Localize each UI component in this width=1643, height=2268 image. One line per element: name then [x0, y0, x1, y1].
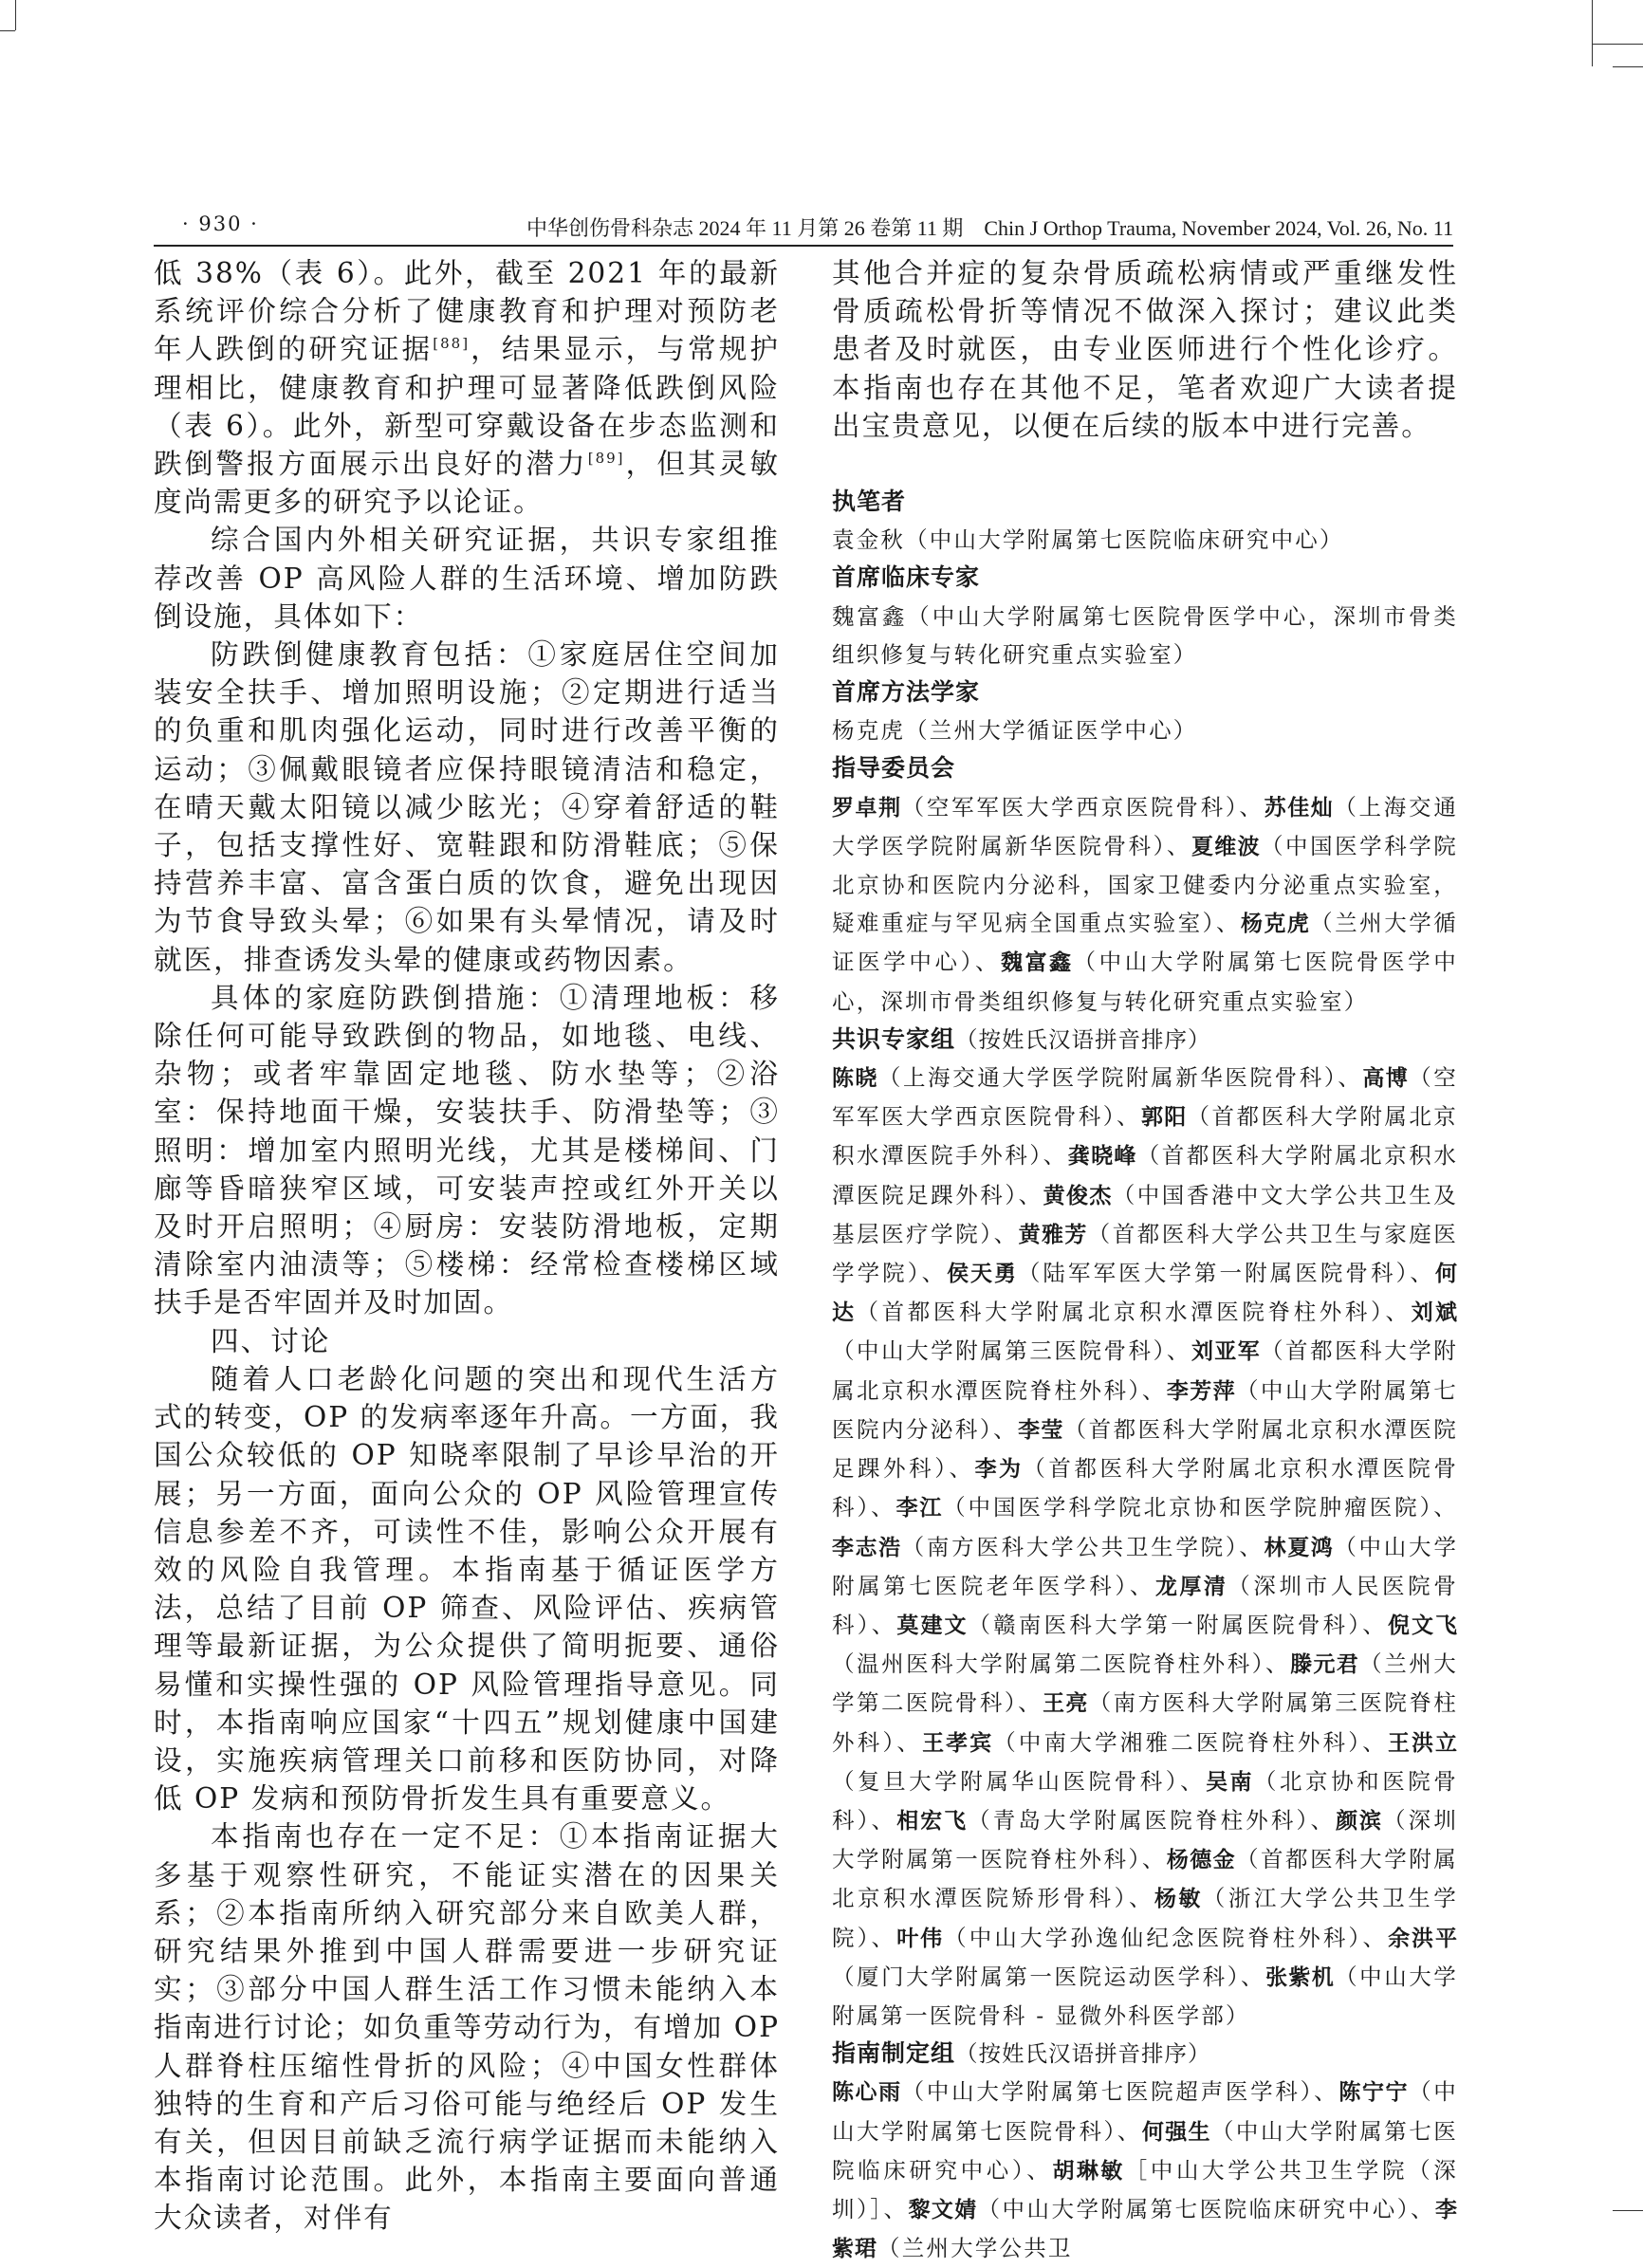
member-name: 杨克虎: [1241, 912, 1311, 937]
paragraph: 综合国内外相关研究证据，共识专家组推荐改善 OP 高风险人群的生活环境、增加防跌倒设施，具体如下：: [154, 524, 780, 633]
member-affiliation: （首都医科大学附属北京积水潭医院足踝外科）、: [832, 1142, 1459, 1208]
member-name: 黄俊杰: [1043, 1183, 1113, 1208]
member-name: 张紫机: [1265, 1964, 1336, 1990]
member-affiliation: （上海交通大学医学院附属新华医院骨科）、: [832, 793, 1459, 859]
label-note: （按姓氏汉语拼音排序）: [955, 1025, 1211, 1053]
member-affiliation: （空军军医大学西京医院骨科）、: [832, 1064, 1459, 1131]
member-name: 何强生: [1141, 2119, 1211, 2145]
member-name: 刘亚军: [1191, 1339, 1261, 1365]
member-name: 侯天勇: [947, 1262, 1018, 1287]
member-name: 莫建文: [896, 1613, 969, 1638]
member-affiliation: （中山大学附属第七医院临床研究中心）、: [832, 2117, 1459, 2184]
member-affiliation: （陆军军医大学第一附属医院骨科）、: [1017, 1260, 1436, 1287]
member-affiliation: （兰州大学公共卫: [877, 2235, 1073, 2262]
section-heading: 四、讨论: [211, 1324, 331, 1357]
chief-clinical: 魏富鑫（中山大学附属第七医院骨医学中心，深圳市骨类组织修复与转化研究重点实验室）: [832, 602, 1458, 668]
consensus-label: [832, 1021, 1458, 1059]
paragraph: 本指南也存在一定不足：①本指南证据大多基于观察性研究，不能证实潜在的因果关系；②本指南所纳入研究部分来自欧美人群，研究结果外推到中国人群需要进一步研究证实；③部分中国人群生活工作习惯未能纳入本指南进行讨论；如负重等劳动行为，有增加 OP 人群脊柱压缩性骨折的风险；④中国女性群体独特的生育和产后习俗可能与绝经后 OP 发生有关，但因目前缺乏流行病学证据而未能纳入本指南讨论范围。此外，本指南主要面向普通大众读者，对伴有: [154, 1820, 780, 2235]
member-affiliation: （兰州大学第二医院骨科）、: [832, 1650, 1458, 1717]
member-name: 林夏鸿: [1264, 1535, 1335, 1560]
member-affiliation: （中山大学附属第三医院骨科）、: [832, 1337, 1191, 1365]
member-affiliation: （中山大学附属第一医院骨科 - 显微外科医学部）: [832, 1963, 1459, 2029]
text: ，结果显示，与常规护理相比，健康教育和护理可显著降低跌倒风险（表 6）。此外，新型可穿戴设备在步态监测和跌倒警报方面展示出良好的潜力: [154, 333, 781, 481]
member-name: 李志浩: [832, 1535, 902, 1560]
member-affiliation: （上海交通大学医学院附属新华医院骨科）、: [877, 1064, 1363, 1092]
member-affiliation: （深圳市人民医院骨科）、: [832, 1572, 1458, 1638]
chief-method-label: 首席方法学家: [832, 678, 981, 707]
member-name: 王亮: [1043, 1691, 1089, 1717]
text: ，但其灵敏度尚需更多的研究予以论证。: [154, 448, 781, 519]
member-affiliation: （温州医科大学附属第二医院脊柱外科）、: [832, 1650, 1291, 1678]
member-name: 刘斌: [1411, 1300, 1459, 1326]
member-affiliation: （中山大学孙逸仙纪念医院脊柱外科）、: [944, 1924, 1389, 1951]
member-name: 陈晓: [832, 1066, 878, 1092]
label-text: 指南制定组: [832, 2039, 956, 2068]
member-name: 何达: [832, 1262, 1459, 1326]
member-affiliation: （青岛大学附属医院脊柱外科）、: [968, 1806, 1337, 1834]
member-affiliation: （中山大学附属第七医院骨科）、: [832, 2078, 1459, 2145]
member-name: 黄雅芳: [1018, 1222, 1088, 1247]
member-affiliation: （首都医科大学附属北京积水潭医院足踝外科）、: [832, 1415, 1459, 1483]
guideline-label: [832, 2035, 1458, 2073]
member-name: 滕元君: [1290, 1652, 1360, 1678]
committee-label: 指导委员会: [832, 754, 956, 783]
member-name: 罗卓荆: [832, 795, 902, 821]
member-name: 郭阳: [1140, 1105, 1188, 1131]
member-affiliation: （中国医学科学院北京协和医院内分泌科，国家卫健委内分泌重点实验室，疑难重症与罕见病全国重点实验室）、: [832, 832, 1459, 937]
text: 低 38%（表 6）。此外，截至 2021 年的最新系统评价综合分析了健康教育和护理对预防老年人跌倒的研究证据: [154, 257, 780, 366]
member-name: 龚晓峰: [1067, 1144, 1137, 1170]
member-affiliation: （首都医科大学附属北京积水潭医院脊柱外科）、: [856, 1299, 1412, 1326]
member-affiliation: （厦门大学附属第一医院运动医学科）、: [832, 1963, 1266, 1990]
member-affiliation: （中山大学附属第七医院老年医学科）、: [832, 1533, 1459, 1599]
member-affiliation: （中山大学附属第七医院超声医学科）、: [901, 2078, 1339, 2106]
page-number: · 930 ·: [182, 212, 259, 235]
member-affiliation: （中山大学附属第七医院骨医学中心，深圳市骨类组织修复与转化研究重点实验室）: [832, 949, 1459, 1015]
member-affiliation: （首都医科大学公共卫生与家庭医学学院）、: [832, 1220, 1459, 1287]
writer: 袁金秋（中山大学附属第七医院临床研究中心）: [832, 526, 1344, 554]
citation-ref[interactable]: [88]: [433, 335, 471, 353]
consensus-list: [832, 1059, 1458, 2035]
crop-mark: [15, 0, 16, 30]
crop-mark: [1613, 66, 1643, 67]
member-affiliation: （中国医学科学院北京协和医学院肿瘤医院）、: [943, 1494, 1458, 1521]
member-name: 杨德金: [1166, 1848, 1236, 1873]
member-name: 叶伟: [896, 1926, 945, 1951]
member-name: 相宏飞: [896, 1808, 969, 1834]
member-name: 陈宁宁: [1338, 2080, 1410, 2106]
member-name: 魏富鑫: [1001, 950, 1074, 976]
chief-method: 杨克虎（兰州大学循证医学中心）: [832, 717, 1198, 745]
member-name: 胡琳敏: [1052, 2158, 1125, 2184]
right-column: [832, 254, 1458, 2268]
member-affiliation: （赣南医科大学第一附属医院骨科）、: [968, 1611, 1388, 1638]
member-name: 李紫珺: [832, 2197, 1458, 2262]
member-affiliation: （南方医科大学公共卫生学院）、: [901, 1533, 1265, 1560]
member-name: 王洪立: [1387, 1730, 1459, 1756]
member-affiliation: （中山大学附属第七医院临床研究中心）、: [977, 2195, 1435, 2222]
member-name: 倪文飞: [1387, 1613, 1459, 1638]
member-name: 李莹: [1018, 1417, 1064, 1443]
crop-mark: [1613, 2210, 1643, 2211]
member-name: 陈心雨: [832, 2080, 902, 2106]
member-affiliation: （深圳大学附属第一医院脊柱外科）、: [832, 1806, 1459, 1873]
member-affiliation: （复旦大学附属华山医院骨科）、: [832, 1767, 1207, 1795]
member-affiliation: （中南大学湘雅二医院脊柱外科）、: [993, 1728, 1388, 1756]
member-name: 李江: [895, 1496, 944, 1521]
writer-label: 执笔者: [832, 488, 907, 516]
paragraph: 随着人口老龄化问题的突出和现代生活方式的转变，OP 的发病率逐年升高。一方面，我国公众较低的 OP 知晓率限制了早诊早治的开展；另一方面，面向公众的 OP 风险管理宣传信息参差不齐，可读性不佳，影响公众开展有效的风险自我管理。本指南基于循证医学方法，总结了目前 OP 筛查、风险评估、疾病管理等最新证据，为公众提供了简明扼要、通俗易懂和实操性强的 OP 风险管理指导意见。同时，本指南响应国家“十四五”规划健康中国建设，实施疾病管理关口前移和医防协同，对降低 OP 发病和预防骨折发生具有重要意义。: [154, 1362, 780, 1816]
member-affiliation: （中山大学附属第七医院内分泌科）、: [832, 1376, 1458, 1443]
member-name: 黎文婧: [908, 2197, 978, 2222]
member-name: 吴南: [1206, 1769, 1254, 1795]
member-affiliation: （首都医科大学附属北京积水潭医院矫形骨科）、: [832, 1846, 1458, 1912]
member-affiliation: （首都医科大学附属北京积水潭医院脊柱外科）、: [832, 1337, 1459, 1404]
member-name: 苏佳灿: [1264, 795, 1335, 821]
member-name: 余洪平: [1388, 1926, 1459, 1951]
member-affiliation: （南方医科大学附属第三医院脊柱外科）、: [832, 1689, 1459, 1756]
citation-ref[interactable]: [89]: [587, 450, 625, 468]
label-text: 共识专家组: [832, 1024, 956, 1053]
journal-citation: 中华创伤骨科杂志 2024 年 11 月第 26 卷第 11 期 Chin J Orthop Trauma, November 2024, Vol. 26, No. 11: [526, 216, 1453, 240]
member-affiliation: （浙江大学公共卫生学院）、: [832, 1885, 1459, 1951]
label-note: （按姓氏汉语拼音排序）: [955, 2040, 1211, 2068]
member-affiliation: （北京协和医院骨科）、: [832, 1767, 1459, 1834]
member-name: 夏维波: [1191, 834, 1261, 859]
member-name: 李为: [974, 1457, 1024, 1483]
crop-mark: [1592, 0, 1593, 66]
paragraph: 其他合并症的复杂骨质疏松病情或严重继发性骨质疏松骨折等情况不做深入探讨；建议此类患者及时就医，由专业医师进行个性化诊疗。本指南也存在其他不足，笔者欢迎广大读者提出宝贵意见，以便在后续的版本中进行完善。: [832, 257, 1458, 442]
member-name: 颜滨: [1336, 1808, 1384, 1834]
member-name: 李芳萍: [1166, 1378, 1236, 1404]
member-affiliation: （兰州大学循证医学中心）、: [832, 910, 1459, 976]
paragraph: [154, 254, 780, 521]
member-name: 龙厚清: [1154, 1574, 1228, 1599]
member-affiliation: ［中山大学公共卫生学院（深圳）］、: [832, 2156, 1458, 2222]
committee-list: [832, 788, 1458, 1021]
member-name: 杨敏: [1154, 1887, 1203, 1912]
left-column: [154, 254, 780, 2238]
guideline-list: [832, 2073, 1458, 2268]
member-name: 王孝宾: [922, 1730, 994, 1756]
crop-mark: [1592, 44, 1643, 45]
chief-clinical-label: 首席临床专家: [832, 563, 981, 592]
paragraph: 防跌倒健康教育包括：①家庭居住空间加装安全扶手、增加照明设施；②定期进行适当的负重和肌肉强化运动，同时进行改善平衡的运动；③佩戴眼镜者应保持眼镜清洁和稳定，在晴天戴太阳镜以减少眩光；④穿着舒适的鞋子，包括支撑性好、宽鞋跟和防滑鞋底；⑤保持营养丰富、富含蛋白质的饮食，避免出现因为节食导致头晕；⑥如果有头晕情况，请及时就医，排查诱发头晕的健康或药物因素。: [154, 638, 780, 976]
member-affiliation: （空军军医大学西京医院骨科）、: [901, 793, 1265, 821]
member-affiliation: （中国香港中文大学公共卫生及基层医疗学院）、: [832, 1181, 1458, 1247]
member-affiliation: （首都医科大学附属北京积水潭医院骨科）、: [832, 1455, 1459, 1521]
paragraph: 具体的家庭防跌倒措施：①清理地板：移除任何可能导致跌倒的物品，如地毯、电线、杂物；或者牢靠固定地毯、防水垫等；②浴室：保持地面干燥，安装扶手、防滑垫等；③照明：增加室内照明光线，尤其是楼梯间、门廊等昏暗狭窄区域，可安装声控或红外开关以及时开启照明；④厨房：安装防滑地板，定期清除室内油渍等；⑤楼梯：经常检查楼梯区域扶手是否牢固并及时加固。: [154, 981, 780, 1319]
member-name: 高博: [1362, 1066, 1410, 1092]
running-header: [154, 205, 1453, 247]
member-affiliation: （首都医科大学附属北京积水潭医院手外科）、: [832, 1103, 1459, 1170]
crop-mark: [0, 30, 15, 31]
